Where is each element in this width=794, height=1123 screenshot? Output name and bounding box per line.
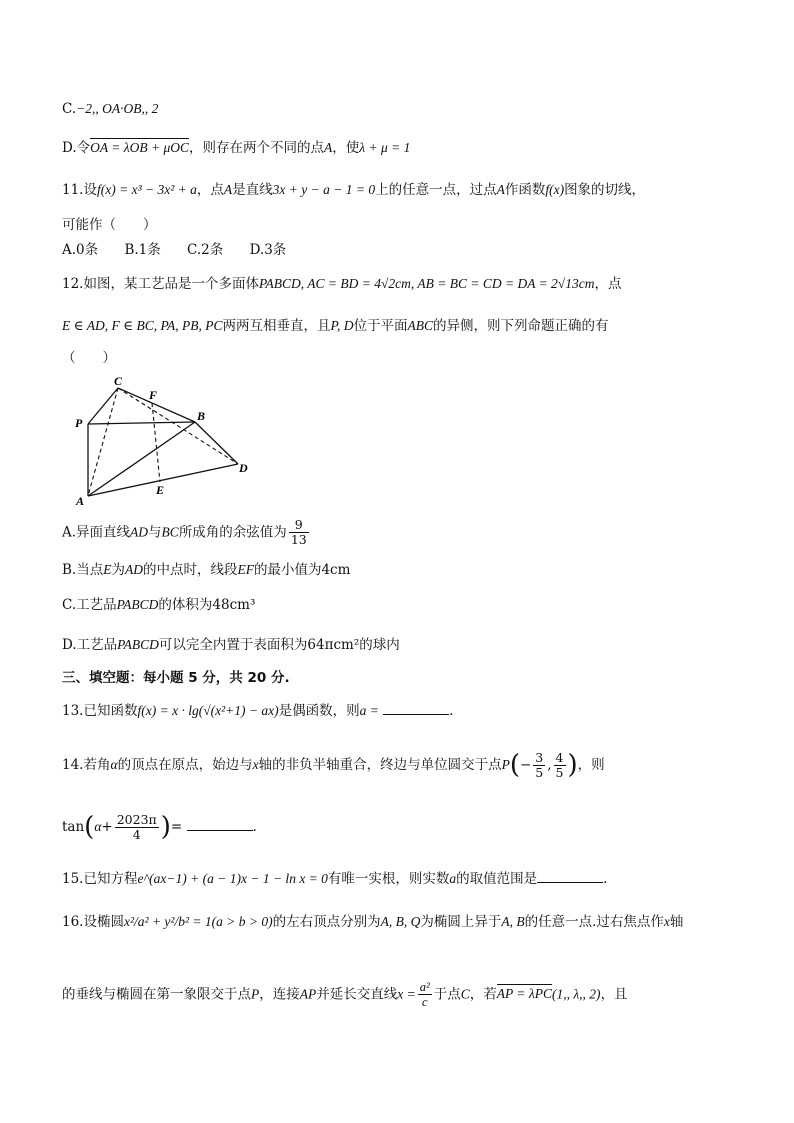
label-f: F [149,388,158,402]
q12-option-b: B.当点E为AD的中点时，线段EF的最小值为4cm [62,562,351,578]
q10-option-d: D.令OA = λOB + μOC，则存在两个不同的点A，使λ + μ = 1 [62,140,411,156]
edge-ca-hidden [88,388,118,496]
q12-stem-line2: E ∈ AD, F ∈ BC, PA, PB, PC两两互相垂直，且P, D位于平面ABC的异侧，则下列命题正确的有 [62,318,609,334]
q12-polyhedron-figure [70,372,260,506]
q15-stem: 15.已知方程e^(ax−1) + (a − 1)x − 1 − ln x = 0有唯一实根，则实数a的取值范围是 . [62,871,608,887]
label-p: P [75,416,83,430]
q10-vector-eq: OA = λOB + μOC [90,140,189,155]
q13-stem: 13.已知函数f(x) = x · lg(√(x²+1) − ax)是偶函数，则a = . [62,703,454,719]
q14-answer-blank[interactable] [187,818,253,831]
q11-option-d: D.3条 [249,242,287,258]
q14-expression: tan(α+ $\frac{2023\pi}{4}$ )= . [62,811,257,843]
edge-bd [195,422,238,464]
q16-stem-line1: 16.设椭圆x²/a² + y²/b² = 1(a > b > 0)的左右顶点分别为A, B, Q为椭圆上异于A, B的任意一点.过右焦点作x轴 [62,914,684,930]
label-b: B [197,409,206,423]
section-3-heading: 三、填空题：每小题 5 分，共 20 分. [62,670,290,686]
q15-answer-blank[interactable] [537,870,603,883]
q14-stem: 14.若角α的顶点在原点，始边与x轴的非负半轴重合，终边与单位圆交于点P(− $\frac{3}{5}$ , $\frac{4}{5}$ )，则 [62,749,605,781]
label-c: C [114,374,123,388]
label-e: E [156,483,165,497]
q12-option-a: A.异面直线AD与BC所成角的余弦值为 $\frac{9}{13}$ [62,517,307,548]
q11-stem: 11.设f(x) = x³ − 3x² + a，点A是直线3x + y − a − 1 = 0上的任意一点，过点A作函数f(x)图象的切线， [62,182,646,198]
q12-stem-line3: （ ） [62,350,116,366]
q11-stem-line2: 可能作（ ） [62,217,157,233]
cosine-fraction: $\frac{9}{13}$ [290,517,307,548]
segment-ef-hidden [152,403,160,482]
q10-option-c: C.−2,, OA·OB,, 2 [62,101,159,117]
q12-stem-line1: 12.如图，某工艺品是一个多面体PABCD, AC = BD = 4√2cm, AB = BC = CD = DA = 2√13cm，点 [62,276,622,292]
q11-option-a: A.0条 [62,242,99,258]
edge-pb [88,422,195,424]
q11-options [62,242,308,258]
q12-option-d: D.工艺品PABCD可以完全内置于表面积为64πcm²的球内 [62,637,400,653]
edge-pc [88,388,118,424]
q11-option-b: B.1条 [124,242,161,258]
label-d: D [239,461,248,475]
q16-stem-line2: 的垂线与椭圆在第一象限交于点P，连接AP并延长交直线x = $\frac{\text{a²}}{c}$ 于点C，若AP = λPC(1,, λ,, 2)，且 [62,980,628,1010]
q12-option-c: C.工艺品PABCD的体积为48cm³ [62,597,256,613]
q10-option-c-text: −2,, OA·OB,, 2 [76,101,159,116]
q11-option-c: C.2条 [187,242,224,258]
q13-answer-blank[interactable] [383,702,449,715]
edge-cd-hidden [118,388,238,464]
label-a: A [76,494,85,506]
